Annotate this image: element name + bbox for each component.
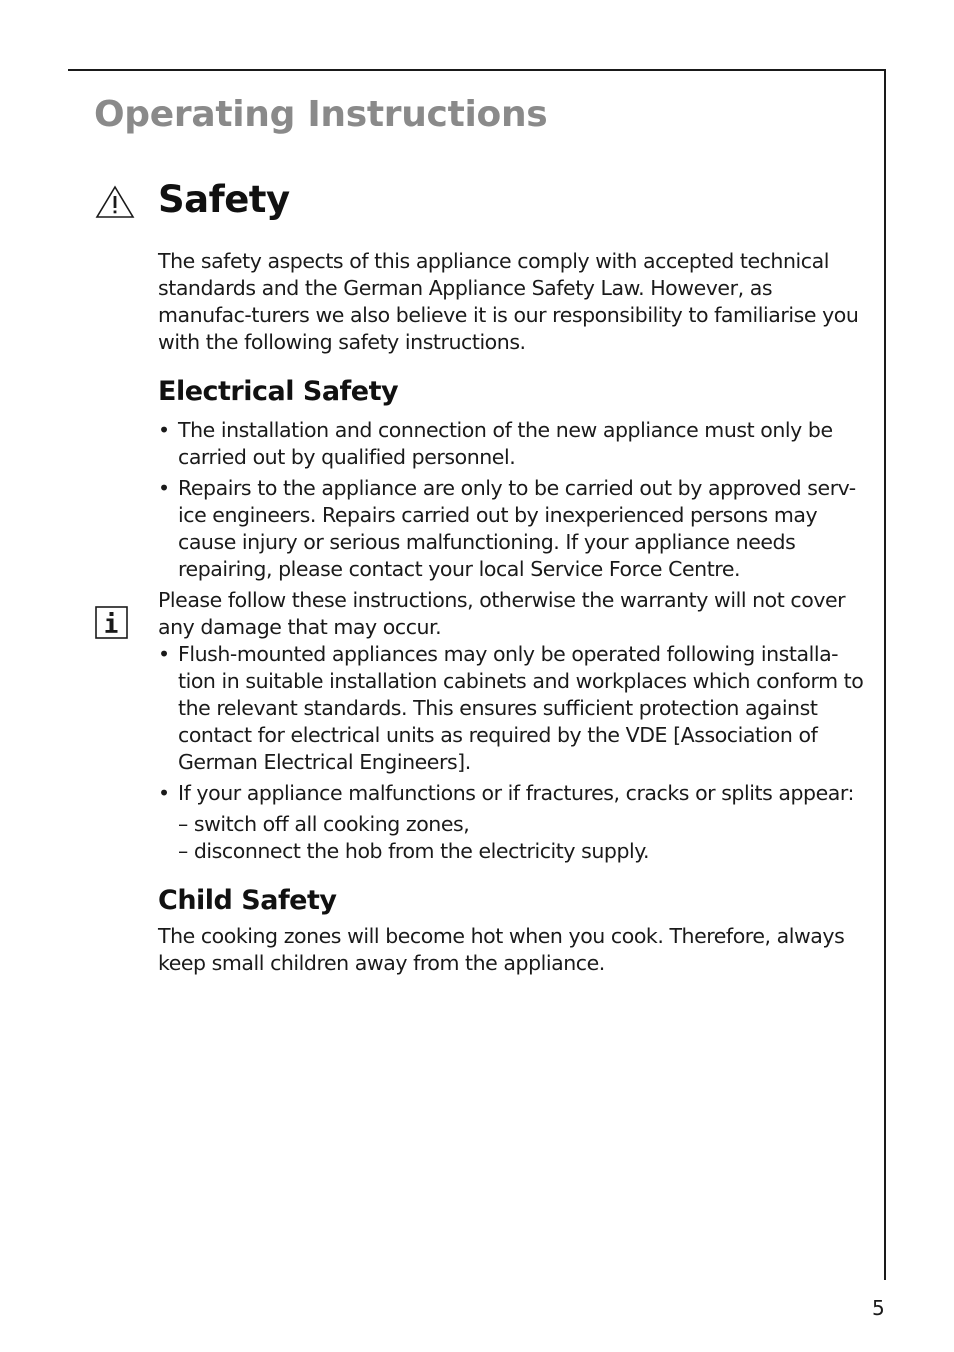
top-rule <box>68 69 886 71</box>
warning-triangle-icon <box>95 185 135 219</box>
page-number: 5 <box>872 1296 885 1320</box>
electrical-bullet-list-2 <box>158 641 868 807</box>
child-safety-paragraph: The cooking zones will become hot when you cook. Therefore, always keep small children away from the appliance. <box>158 924 845 975</box>
list-item: • The installation and connection of the new appliance must only be carried out by qualified personnel. <box>158 417 868 471</box>
main-content <box>158 248 868 977</box>
page-heading: Safety <box>158 178 290 221</box>
electrical-bullet-list <box>158 417 868 583</box>
right-rule <box>884 69 886 1280</box>
list-item: • If your appliance malfunctions or if fractures, cracks or splits appear: <box>158 780 868 807</box>
list-item: • Repairs to the appliance are only to be carried out by approved serv-ice engineers. Repairs carried out by inexperienced persons may cause injury or serious malfunctioning. If your appliance needs repairing, please contact your local Service Force Centre. <box>158 475 868 583</box>
dash-list <box>158 811 868 865</box>
warranty-note: Please follow these instructions, otherwise the warranty will not cover any damage that may occur. <box>158 588 846 639</box>
child-safety-heading: Child Safety <box>158 885 337 916</box>
intro-paragraph: The safety aspects of this appliance comply with accepted technical standards and the German Appliance Safety Law. However, as manufac-turers we also believe it is our responsibility to familiarise you with the following safety instructions. <box>158 249 859 354</box>
electrical-safety-heading: Electrical Safety <box>158 376 399 407</box>
list-item: • Flush-mounted appliances may only be operated following installa-tion in suitable installation cabinets and workplaces which conform to the relevant standards. This ensures sufficient protection against contact for electrical units as required by the VDE [Association of German Electrical Engineers]. <box>158 641 868 776</box>
dash-item: – disconnect the hob from the electricity supply. <box>178 839 650 863</box>
section-title: Operating Instructions <box>94 94 548 135</box>
info-i-icon <box>95 606 128 639</box>
dash-item: – switch off all cooking zones, <box>178 812 470 836</box>
